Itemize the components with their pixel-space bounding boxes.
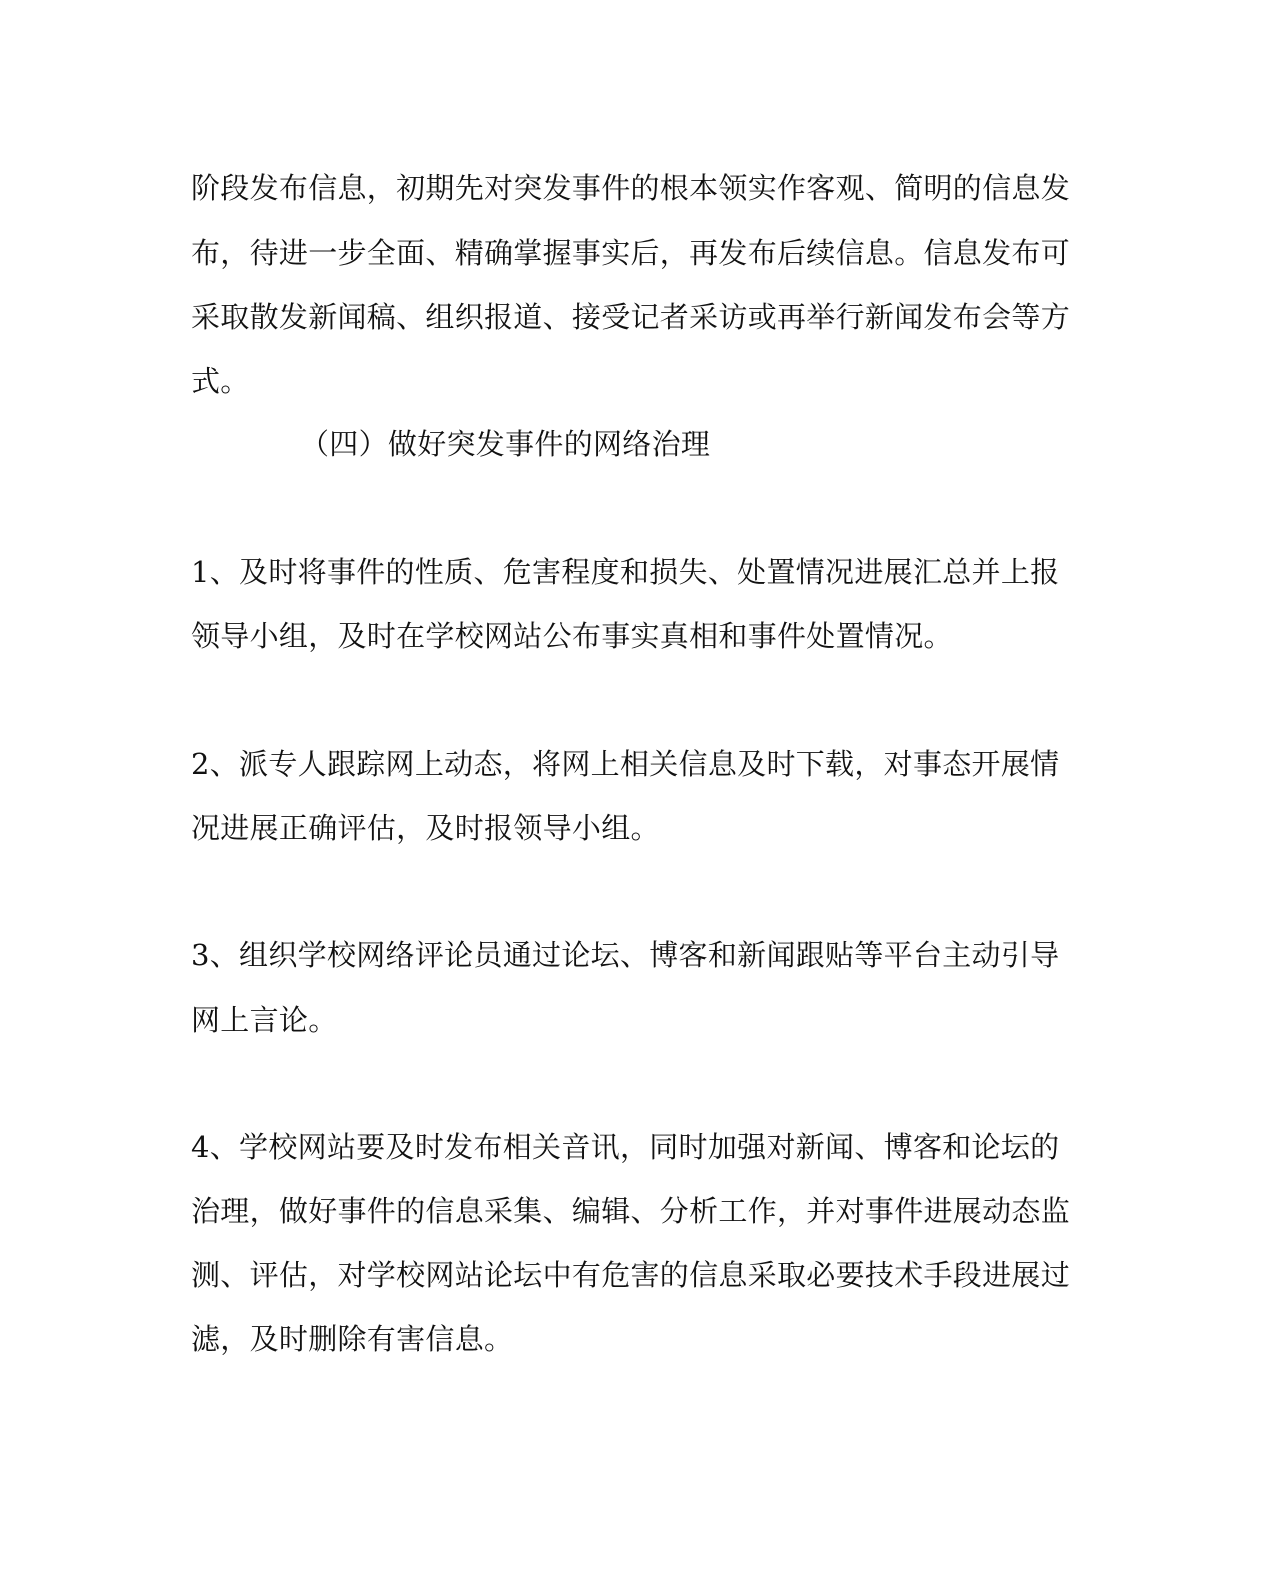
text-line: 测、评估，对学校网站论坛中有危害的信息采取必要技术手段进展过 bbox=[191, 1258, 1071, 1292]
text-line: 滤，及时删除有害信息。 bbox=[191, 1322, 514, 1356]
text-line: 1、及时将事件的性质、危害程度和损失、处置情况进展汇总并上报 bbox=[191, 555, 1060, 589]
text-line: 布，待进一步全面、精确掌握事实后，再发布后续信息。信息发布可 bbox=[191, 236, 1071, 270]
text-line: 治理，做好事件的信息采集、编辑、分析工作，并对事件进展动态监 bbox=[191, 1194, 1071, 1228]
text-line: 网上言论。 bbox=[191, 1003, 338, 1037]
section-heading: （四）做好突发事件的网络治理 bbox=[300, 427, 711, 461]
text-line: 3、组织学校网络评论员通过论坛、博客和新闻跟贴等平台主动引导 bbox=[191, 938, 1060, 972]
text-line: 2、派专人跟踪网上动态，将网上相关信息及时下载，对事态开展情 bbox=[191, 747, 1060, 781]
text-line: 况进展正确评估，及时报领导小组。 bbox=[191, 811, 660, 845]
text-line: 领导小组，及时在学校网站公布事实真相和事件处置情况。 bbox=[191, 619, 953, 653]
text-line: 4、学校网站要及时发布相关音讯，同时加强对新闻、博客和论坛的 bbox=[191, 1130, 1060, 1164]
text-line: 采取散发新闻稿、组织报道、接受记者采访或再举行新闻发布会等方 bbox=[191, 300, 1071, 334]
text-line: 阶段发布信息，初期先对突发事件的根本领实作客观、简明的信息发 bbox=[191, 171, 1071, 205]
text-line: 式。 bbox=[191, 364, 250, 398]
